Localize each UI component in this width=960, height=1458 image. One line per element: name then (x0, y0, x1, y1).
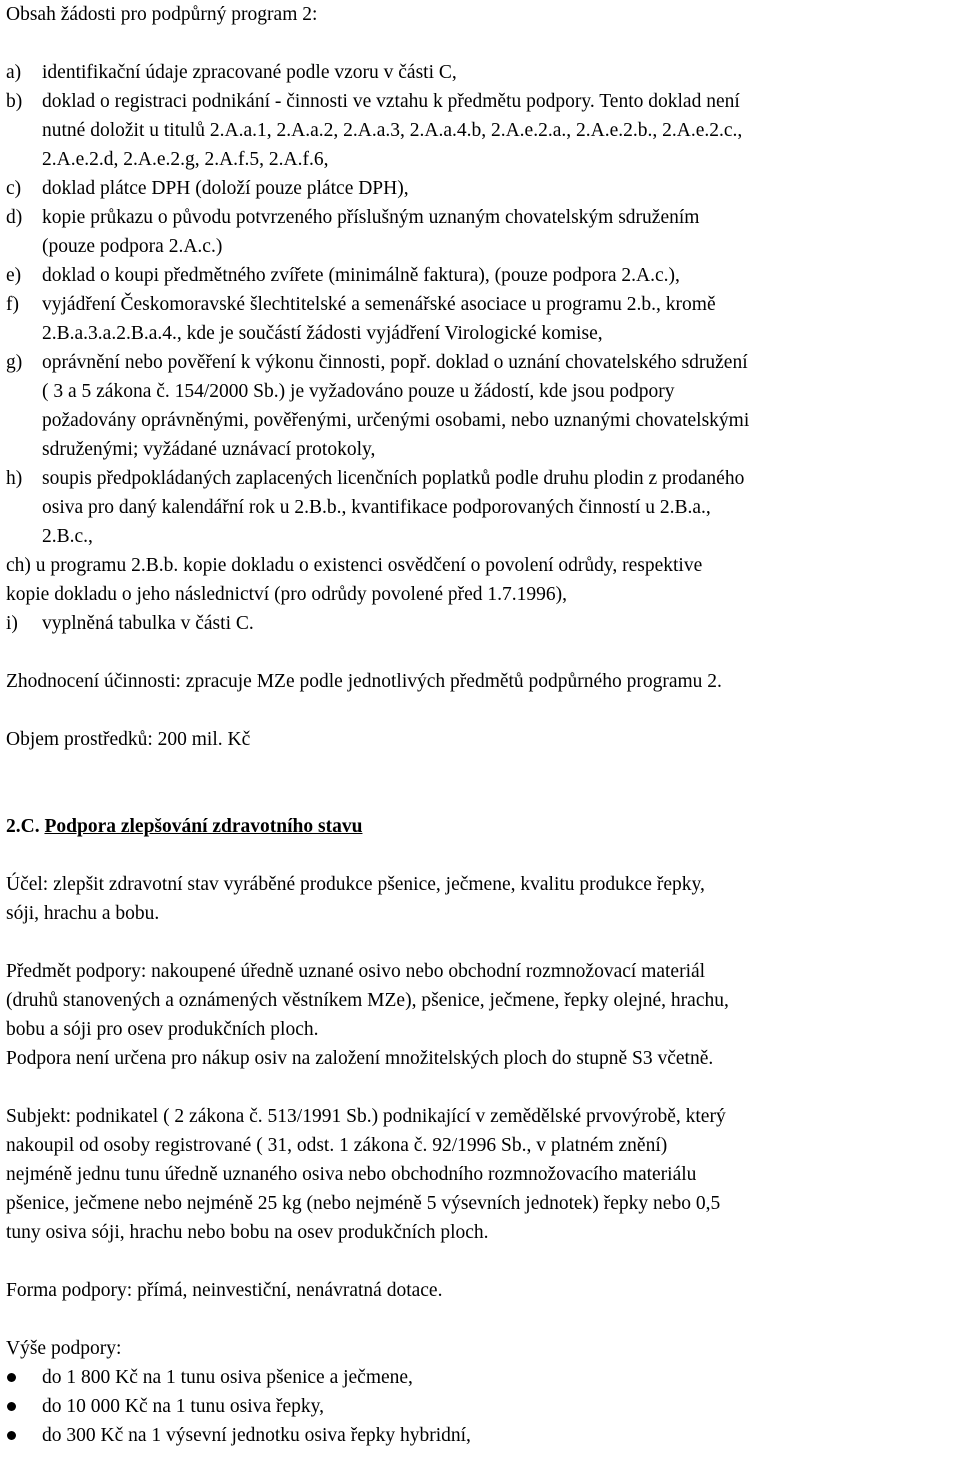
ucel-paragraph: Účel: zlepšit zdravotní stav vyráběné produkce pšenice, ječmene, kvalitu produkce řepky, sóji, hrachu a bobu. (6, 874, 705, 924)
list-item-text: oprávnění nebo pověření k výkonu činnosti, popř. doklad o uznání chovatelského sdružení (42, 352, 748, 373)
list-item-g (6, 348, 954, 464)
spacer (6, 1247, 954, 1276)
spacer (6, 841, 954, 870)
list-item-h (6, 464, 954, 551)
spacer (6, 754, 954, 812)
bullet-icon (6, 1421, 42, 1450)
list-item-d (6, 203, 954, 261)
vyse-label: Výše podpory: (6, 1338, 122, 1359)
list-item-text: (pouze podpora 2.A.c.) (42, 236, 223, 257)
section-title: Podpora zlepšování zdravotního stavu (44, 816, 363, 837)
list-item-text: soupis předpokládaných zaplacených licenčních poplatků podle druhu plodin z prodaného (42, 468, 745, 489)
list-item-text: u programu 2.B.b. kopie dokladu o existenci osvědčení o povolení odrůdy, respektive (35, 555, 703, 576)
list-item-text: doklad plátce DPH (doloží pouze plátce DPH), (42, 178, 409, 199)
list-item-text: kopie dokladu o jeho následnictví (pro odrůdy povolené před 1.7.1996), (6, 584, 568, 605)
objem-paragraph: Objem prostředků: 200 mil. Kč (6, 729, 251, 750)
list-item-f (6, 290, 954, 348)
list-item-e (6, 261, 954, 290)
bullet-item: do 300 Kč na 1 výsevní jednotku osiva řepky hybridní, (6, 1421, 954, 1450)
spacer (6, 638, 954, 667)
list-item-text: vyplněná tabulka v části C. (42, 613, 254, 634)
bullet-item: do 1 800 Kč na 1 tunu osiva pšenice a ječmene, (6, 1363, 954, 1392)
bullet-icon (6, 1392, 42, 1421)
predmet-paragraph: Předmět podpory: nakoupené úředně uznané osivo nebo obchodní rozmnožovací materiál (druhů stanovených a oznámených věstníkem MZe), pšenice, ječmene, řepky olejné, hrachu, bobu a sóji pro osev produkčních ploch. Podpora není určena pro nákup osiv na založení množitelských ploch do stupně S3 včetně. (6, 961, 729, 1069)
list-marker: g) (6, 352, 23, 373)
list-item-a (6, 58, 954, 87)
list-item-text: požadovány oprávněnými, pověřenými, určenými osobami, nebo uznanými chovatelskými (42, 410, 750, 431)
zhodnoceni-paragraph: Zhodnocení účinnosti: zpracuje MZe podle jednotlivých předmětů podpůrného programu 2. (6, 671, 722, 692)
list-item-c (6, 174, 954, 203)
list-item-text: 2.B.c., (42, 526, 93, 547)
vyse-bullet-list (6, 1363, 954, 1450)
list-marker: e) (6, 265, 22, 286)
list-marker: f) (6, 294, 19, 315)
list-marker: d) (6, 207, 23, 228)
list-item-text: kopie průkazu o původu potvrzeného příslušným uznaným chovatelským sdružením (42, 207, 700, 228)
list-marker: i) (6, 613, 18, 634)
list-item-text: osiva pro daný kalendářní rok u 2.B.b., kvantifikace podporovaných činností u 2.B.a., (42, 497, 711, 518)
list-item-text: 2.B.a.3.a.2.B.a.4., kde je součástí žádosti vyjádření Virologické komise, (42, 323, 603, 344)
intro-heading: Obsah žádosti pro podpůrný program 2: (6, 4, 318, 25)
list-item-text: doklad o registraci podnikání - činnosti ve vztahu k předmětu podpory. Tento doklad není (42, 91, 740, 112)
bullet-icon (6, 1363, 42, 1392)
spacer (6, 1305, 954, 1334)
requirements-list (6, 58, 954, 551)
spacer (6, 696, 954, 725)
list-item-b (6, 87, 954, 174)
list-item-text: sdruženými; vyžádané uznávací protokoly, (42, 439, 376, 460)
list-marker: h) (6, 468, 23, 489)
list-item-text: vyjádření Českomoravské šlechtitelské a semenářské asociace u programu 2.b., kromě (42, 294, 716, 315)
list-marker: c) (6, 178, 22, 199)
list-marker: b) (6, 91, 23, 112)
list-marker: a) (6, 62, 22, 83)
list-item-i (6, 609, 954, 638)
spacer (6, 928, 954, 957)
list-item-ch (6, 551, 954, 609)
spacer (6, 29, 954, 58)
bullet-item: do 10 000 Kč na 1 tunu osiva řepky, (6, 1392, 954, 1421)
section-number: 2.C. (6, 816, 40, 837)
list-item-text: 2.A.e.2.d, 2.A.e.2.g, 2.A.f.5, 2.A.f.6, (42, 149, 329, 170)
list-item-text: identifikační údaje zpracované podle vzoru v části C, (42, 62, 457, 83)
section-heading (6, 812, 954, 841)
list-item-text: doklad o koupi předmětného zvířete (minimálně faktura), (pouze podpora 2.A.c.), (42, 265, 680, 286)
list-marker: ch) (6, 555, 31, 576)
spacer (6, 1073, 954, 1102)
forma-paragraph: Forma podpory: přímá, neinvestiční, nenávratná dotace. (6, 1280, 443, 1301)
list-item-text: ( 3 a 5 zákona č. 154/2000 Sb.) je vyžadováno pouze u žádostí, kde jsou podpory (42, 381, 675, 402)
list-item-text: nutné doložit u titulů 2.A.a.1, 2.A.a.2, 2.A.a.3, 2.A.a.4.b, 2.A.e.2.a., 2.A.e.2.b., 2.A.e.2.c., (42, 120, 743, 141)
subjekt-paragraph: Subjekt: podnikatel ( 2 zákona č. 513/1991 Sb.) podnikající v zemědělské prvovýrobě, který nakoupil od osoby registrované ( 31, odst. 1 zákona č. 92/1996 Sb., v platném znění) nejméně jednu tunu úředně uznaného osiva nebo obchodního rozmnožovacího materiálu pšenice, ječmene nebo nejméně 25 kg (nebo nejméně 5 výsevních jednotek) řepky nebo 0,5 tuny osiva sóji, hrachu nebo bobu na osev produkčních ploch. (6, 1106, 726, 1243)
